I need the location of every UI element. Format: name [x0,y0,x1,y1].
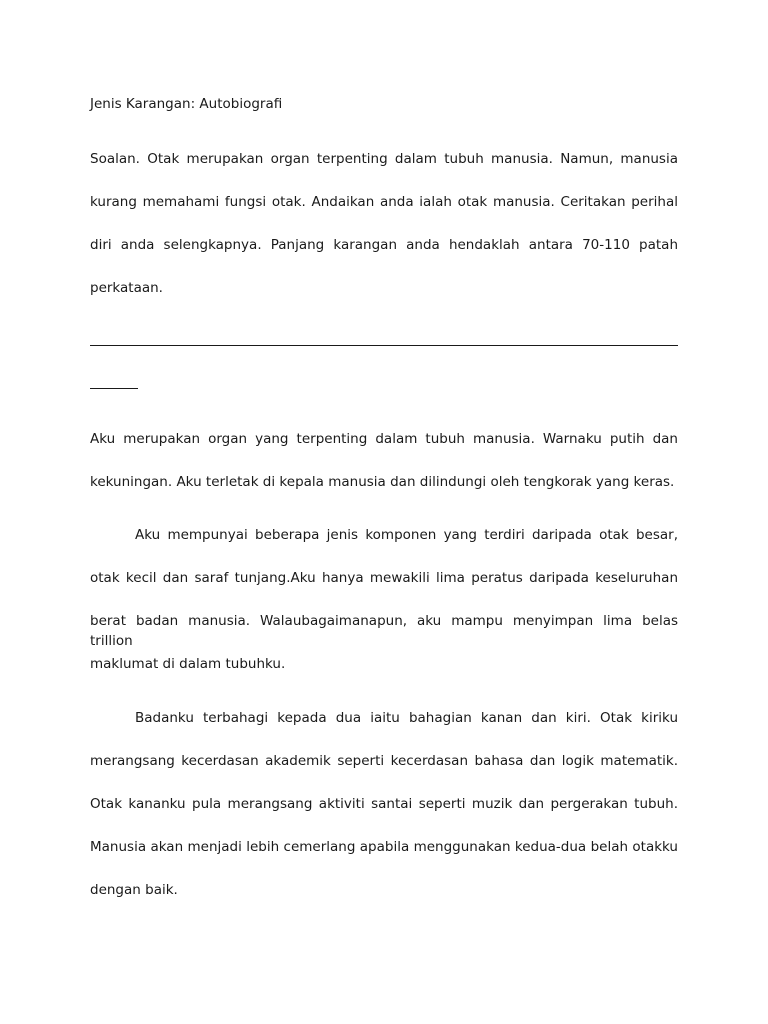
paragraph-1-line-1: Aku merupakan organ yang terpenting dalam tubuh manusia. Warnaku putih dan [90,431,678,447]
paragraph-2-line-3: berat badan manusia. Walaubagaimanapun, aku mampu menyimpan lima belas trillion [90,613,678,649]
paragraph-2-line-1: Aku mempunyai beberapa jenis komponen yang terdiri daripada otak besar, [135,527,678,543]
paragraph-3-line-3: Otak kananku pula merangsang aktiviti santai seperti muzik dan pergerakan tubuh. [90,796,678,812]
paragraph-2-line-2: otak kecil dan saraf tunjang.Aku hanya mewakili lima peratus daripada keseluruhan [90,570,678,586]
answer-separator-line-short [90,388,138,389]
paragraph-3-line-5: dengan baik. [90,882,178,898]
paragraph-2-line-4: maklumat di dalam tubuhku. [90,656,286,672]
question-line-1: Soalan. Otak merupakan organ terpenting dalam tubuh manusia. Namun, manusia [90,151,678,167]
paragraph-1-line-2: kekuningan. Aku terletak di kepala manusia dan dilindungi oleh tengkorak yang keras. [90,474,675,490]
paragraph-3-line-2: merangsang kecerdasan akademik seperti kecerdasan bahasa dan logik matematik. [90,753,678,769]
paragraph-3-line-4: Manusia akan menjadi lebih cemerlang apabila menggunakan kedua-dua belah otakku [90,839,678,855]
question-line-4: perkataan. [90,280,163,296]
paragraph-3-line-1: Badanku terbahagi kepada dua iaitu bahagian kanan dan kiri. Otak kiriku [135,710,678,726]
question-line-3: diri anda selengkapnya. Panjang karangan anda hendaklah antara 70-110 patah [90,237,678,253]
document-title: Jenis Karangan: Autobiografi [90,96,283,112]
question-line-2: kurang memahami fungsi otak. Andaikan anda ialah otak manusia. Ceritakan perihal [90,194,678,210]
answer-separator-line [90,345,678,346]
